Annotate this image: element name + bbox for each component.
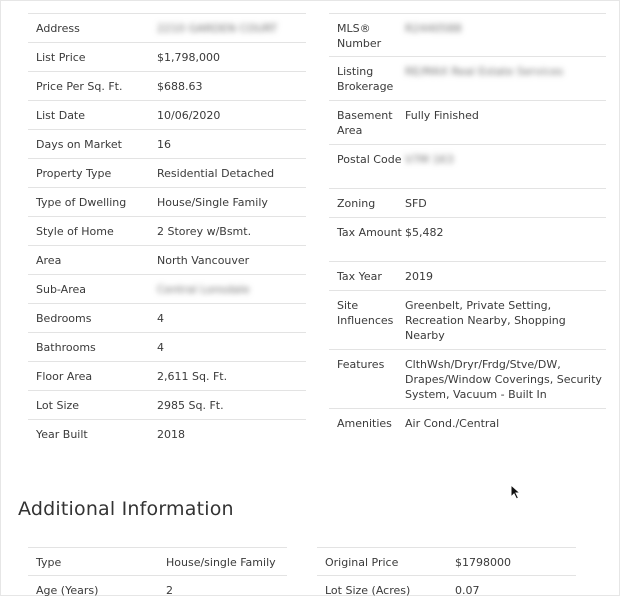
detail-label: List Date [36, 109, 86, 122]
detail-value: $1798000 [455, 556, 511, 569]
detail-value: 2019 [405, 270, 433, 283]
detail-value: House/Single Family [157, 196, 268, 209]
additional-right-column [317, 547, 576, 605]
detail-row-price-per-sqft [28, 72, 306, 101]
detail-row-type-of-dwelling [28, 188, 306, 217]
detail-row-area [28, 246, 306, 275]
additional-left-column [28, 547, 287, 605]
section-title-additional-information: Additional Information [18, 498, 234, 520]
details-right-column [329, 13, 606, 438]
additional-row-original-price [317, 547, 576, 576]
detail-value: 2,611 Sq. Ft. [157, 370, 228, 383]
detail-value: 10/06/2020 [157, 109, 221, 122]
detail-label: Type [36, 556, 62, 569]
detail-value: $5,482 [405, 226, 444, 239]
detail-value: Greenbelt, Private Setting, Recreation Nearby, Shopping Nearby [405, 299, 566, 342]
detail-label: Zoning [337, 197, 376, 210]
detail-row-mls-number [329, 13, 606, 57]
details-left-column [28, 13, 306, 449]
additional-row-lot-size-acres [317, 576, 576, 605]
detail-label: Tax Amount [337, 226, 402, 239]
detail-label: Lot Size (Acres) [325, 584, 411, 597]
detail-label: Original Price [325, 556, 399, 569]
detail-row-year-built [28, 420, 306, 449]
detail-label: Area [36, 254, 62, 267]
detail-value: RE/MAX Real Estate Services [405, 65, 564, 78]
detail-row-property-type [28, 159, 306, 188]
detail-row-style-of-home [28, 217, 306, 246]
detail-label: Basement Area [337, 109, 393, 137]
detail-value: 2 Storey w/Bsmt. [157, 225, 252, 238]
detail-value: North Vancouver [157, 254, 250, 267]
detail-row-listing-brokerage [329, 57, 606, 101]
detail-label: Amenities [337, 417, 392, 430]
detail-label: Bedrooms [36, 312, 92, 325]
detail-label: Age (Years) [36, 584, 99, 597]
detail-label: Lot Size [36, 399, 80, 412]
detail-row-tax-year [329, 262, 606, 291]
detail-value: Residential Detached [157, 167, 275, 180]
detail-value: 16 [157, 138, 171, 151]
detail-row-bathrooms [28, 333, 306, 362]
detail-value: $688.63 [157, 80, 203, 93]
detail-row-postal-code [329, 145, 606, 189]
mouse-pointer-icon [510, 484, 522, 500]
detail-value: 2 [166, 584, 173, 597]
detail-row-features [329, 350, 606, 409]
detail-row-bedrooms [28, 304, 306, 333]
detail-value: Fully Finished [405, 109, 479, 122]
detail-label: Price Per Sq. Ft. [36, 80, 123, 93]
additional-row-age [28, 576, 287, 605]
detail-label: Bathrooms [36, 341, 96, 354]
detail-label: Floor Area [36, 370, 93, 383]
detail-label: Postal Code [337, 153, 402, 166]
additional-row-type [28, 547, 287, 576]
detail-row-list-price [28, 43, 306, 72]
detail-label: Sub-Area [36, 283, 86, 296]
detail-value: 2210 GARDEN COURT [157, 22, 278, 35]
detail-value: ClthWsh/Dryr/Frdg/Stve/DW, Drapes/Window Coverings, Security System, Vacuum - Built In [405, 358, 602, 401]
detail-label: Tax Year [337, 270, 382, 283]
detail-label: Site Influences [337, 299, 394, 327]
detail-value: R2440588 [405, 22, 462, 35]
detail-row-floor-area [28, 362, 306, 391]
detail-row-lot-size [28, 391, 306, 420]
detail-value: $1,798,000 [157, 51, 220, 64]
detail-label: MLS® Number [337, 22, 382, 50]
detail-value: 2018 [157, 428, 185, 441]
detail-label: Property Type [36, 167, 112, 180]
detail-value: 4 [157, 312, 164, 325]
detail-row-zoning [329, 189, 606, 218]
detail-label: Features [337, 358, 385, 371]
detail-label: List Price [36, 51, 86, 64]
detail-value: SFD [405, 197, 427, 210]
detail-row-site-influences [329, 291, 606, 350]
detail-label: Year Built [36, 428, 88, 441]
detail-row-amenities [329, 409, 606, 438]
detail-label: Address [36, 22, 80, 35]
detail-label: Type of Dwelling [36, 196, 127, 209]
detail-row-days-on-market [28, 130, 306, 159]
detail-label: Days on Market [36, 138, 122, 151]
detail-row-sub-area [28, 275, 306, 304]
detail-value: Central Lonsdale [157, 283, 250, 296]
detail-label: Listing Brokerage [337, 65, 394, 93]
detail-value: Air Cond./Central [405, 417, 500, 430]
detail-label: Style of Home [36, 225, 114, 238]
detail-value: 0.07 [455, 584, 480, 597]
detail-row-list-date [28, 101, 306, 130]
detail-value: 4 [157, 341, 164, 354]
detail-value: 2985 Sq. Ft. [157, 399, 224, 412]
detail-row-address [28, 13, 306, 43]
detail-value: House/single Family [166, 556, 276, 569]
detail-value: V7M 1K3 [405, 153, 454, 166]
detail-row-tax-amount [329, 218, 606, 262]
detail-row-basement-area [329, 101, 606, 145]
